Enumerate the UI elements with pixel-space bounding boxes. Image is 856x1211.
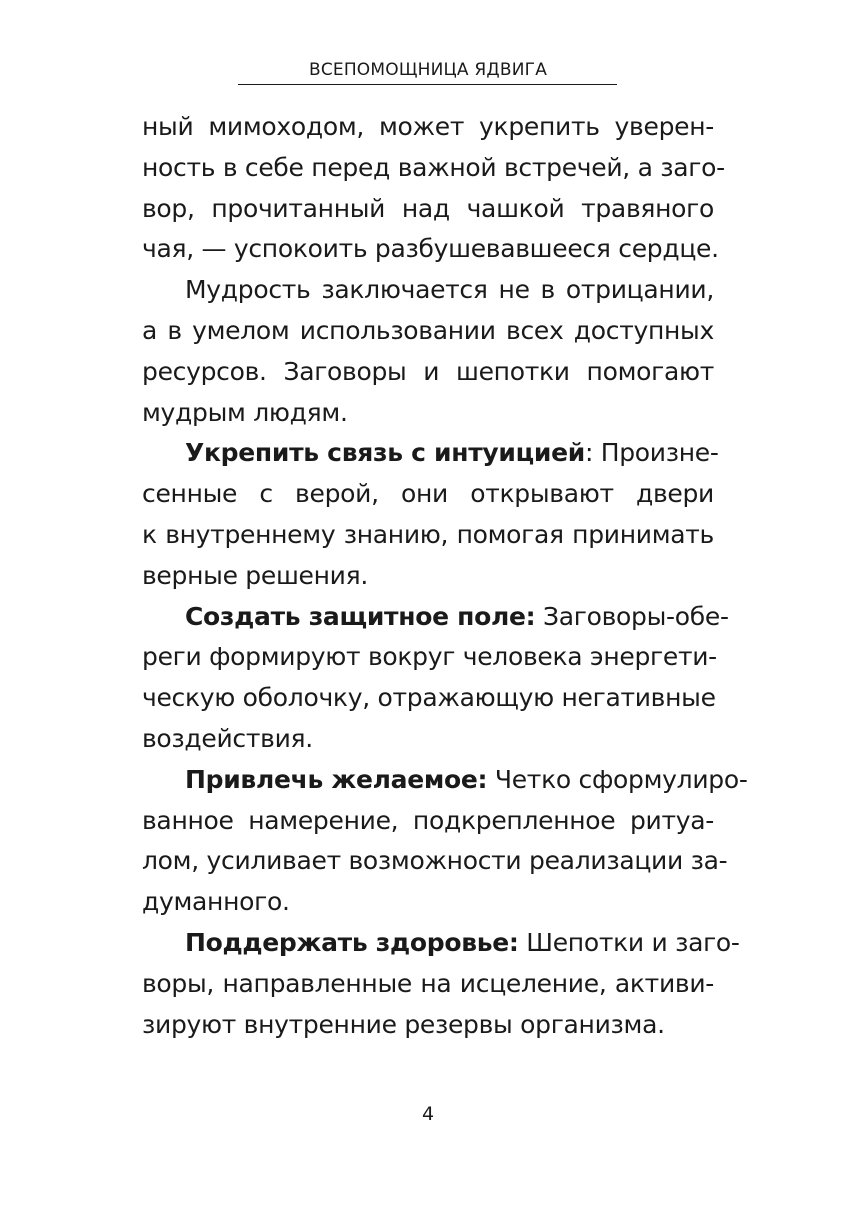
text-line: Привлечь желаемое: Четко сформулиро- — [185, 764, 748, 794]
text-line: думанного. — [142, 887, 290, 917]
text-line: Поддержать здоровье: Шепотки и заго- — [185, 927, 740, 957]
text-line: реги формируют вокруг человека энергети- — [142, 642, 717, 672]
text-line: Создать защитное поле: Заговоры-обе- — [185, 601, 729, 631]
paragraph-protection — [142, 597, 729, 760]
text-line: Мудрость заключается не в отрицании, — [185, 275, 714, 305]
text-line: зируют внутренние резервы организма. — [142, 1009, 665, 1039]
header-divider — [238, 84, 617, 85]
paragraph-continuation — [142, 107, 725, 270]
page-number: 4 — [421, 1103, 435, 1125]
paragraph-health — [142, 923, 740, 1045]
text-line: ресурсов. Заговоры и шепотки помогают — [142, 356, 714, 386]
text-line: воры, направленные на исцеление, активи- — [142, 968, 714, 998]
text-line: воздействия. — [142, 723, 313, 753]
text-line: лом, усиливает возможности реализации за- — [142, 846, 728, 876]
text-line: чая, — успокоить разбушевавшееся сердце. — [142, 234, 719, 264]
text-line: Укрепить связь с интуицией: Произне- — [185, 438, 719, 468]
text-line: сенные с верой, они открывают двери — [142, 479, 714, 509]
text-line: мудрым людям. — [142, 397, 348, 427]
text-line: ческую оболочку, отражающую негативные — [142, 683, 716, 713]
term-heading: Поддержать здоровье: — [185, 927, 519, 957]
text-line: а в умелом использовании всех доступных — [142, 315, 714, 345]
text-line: к внутреннему знанию, помогая принимать — [142, 519, 714, 549]
text-line: вор, прочитанный над чашкой травяного — [142, 193, 714, 223]
running-header — [0, 58, 856, 82]
term-heading: Привлечь желаемое: — [185, 764, 488, 794]
text-line: верные решения. — [142, 560, 368, 590]
text-line: ный мимоходом, может укрепить уверен- — [142, 112, 714, 141]
term-heading: Создать защитное поле: — [185, 601, 536, 631]
paragraph-wisdom — [142, 270, 714, 433]
text-line: ванное намерение, подкрепленное ритуа- — [142, 805, 714, 835]
book-title: ВСЕПОМОЩНИЦА ЯДВИГА — [308, 60, 548, 80]
paragraph-attract — [142, 760, 748, 923]
term-heading: Укрепить связь с интуицией — [185, 438, 585, 468]
paragraph-intuition — [142, 433, 719, 596]
text-line: ность в себе перед важной встречей, а заго- — [142, 152, 725, 182]
body-text — [142, 107, 748, 1045]
